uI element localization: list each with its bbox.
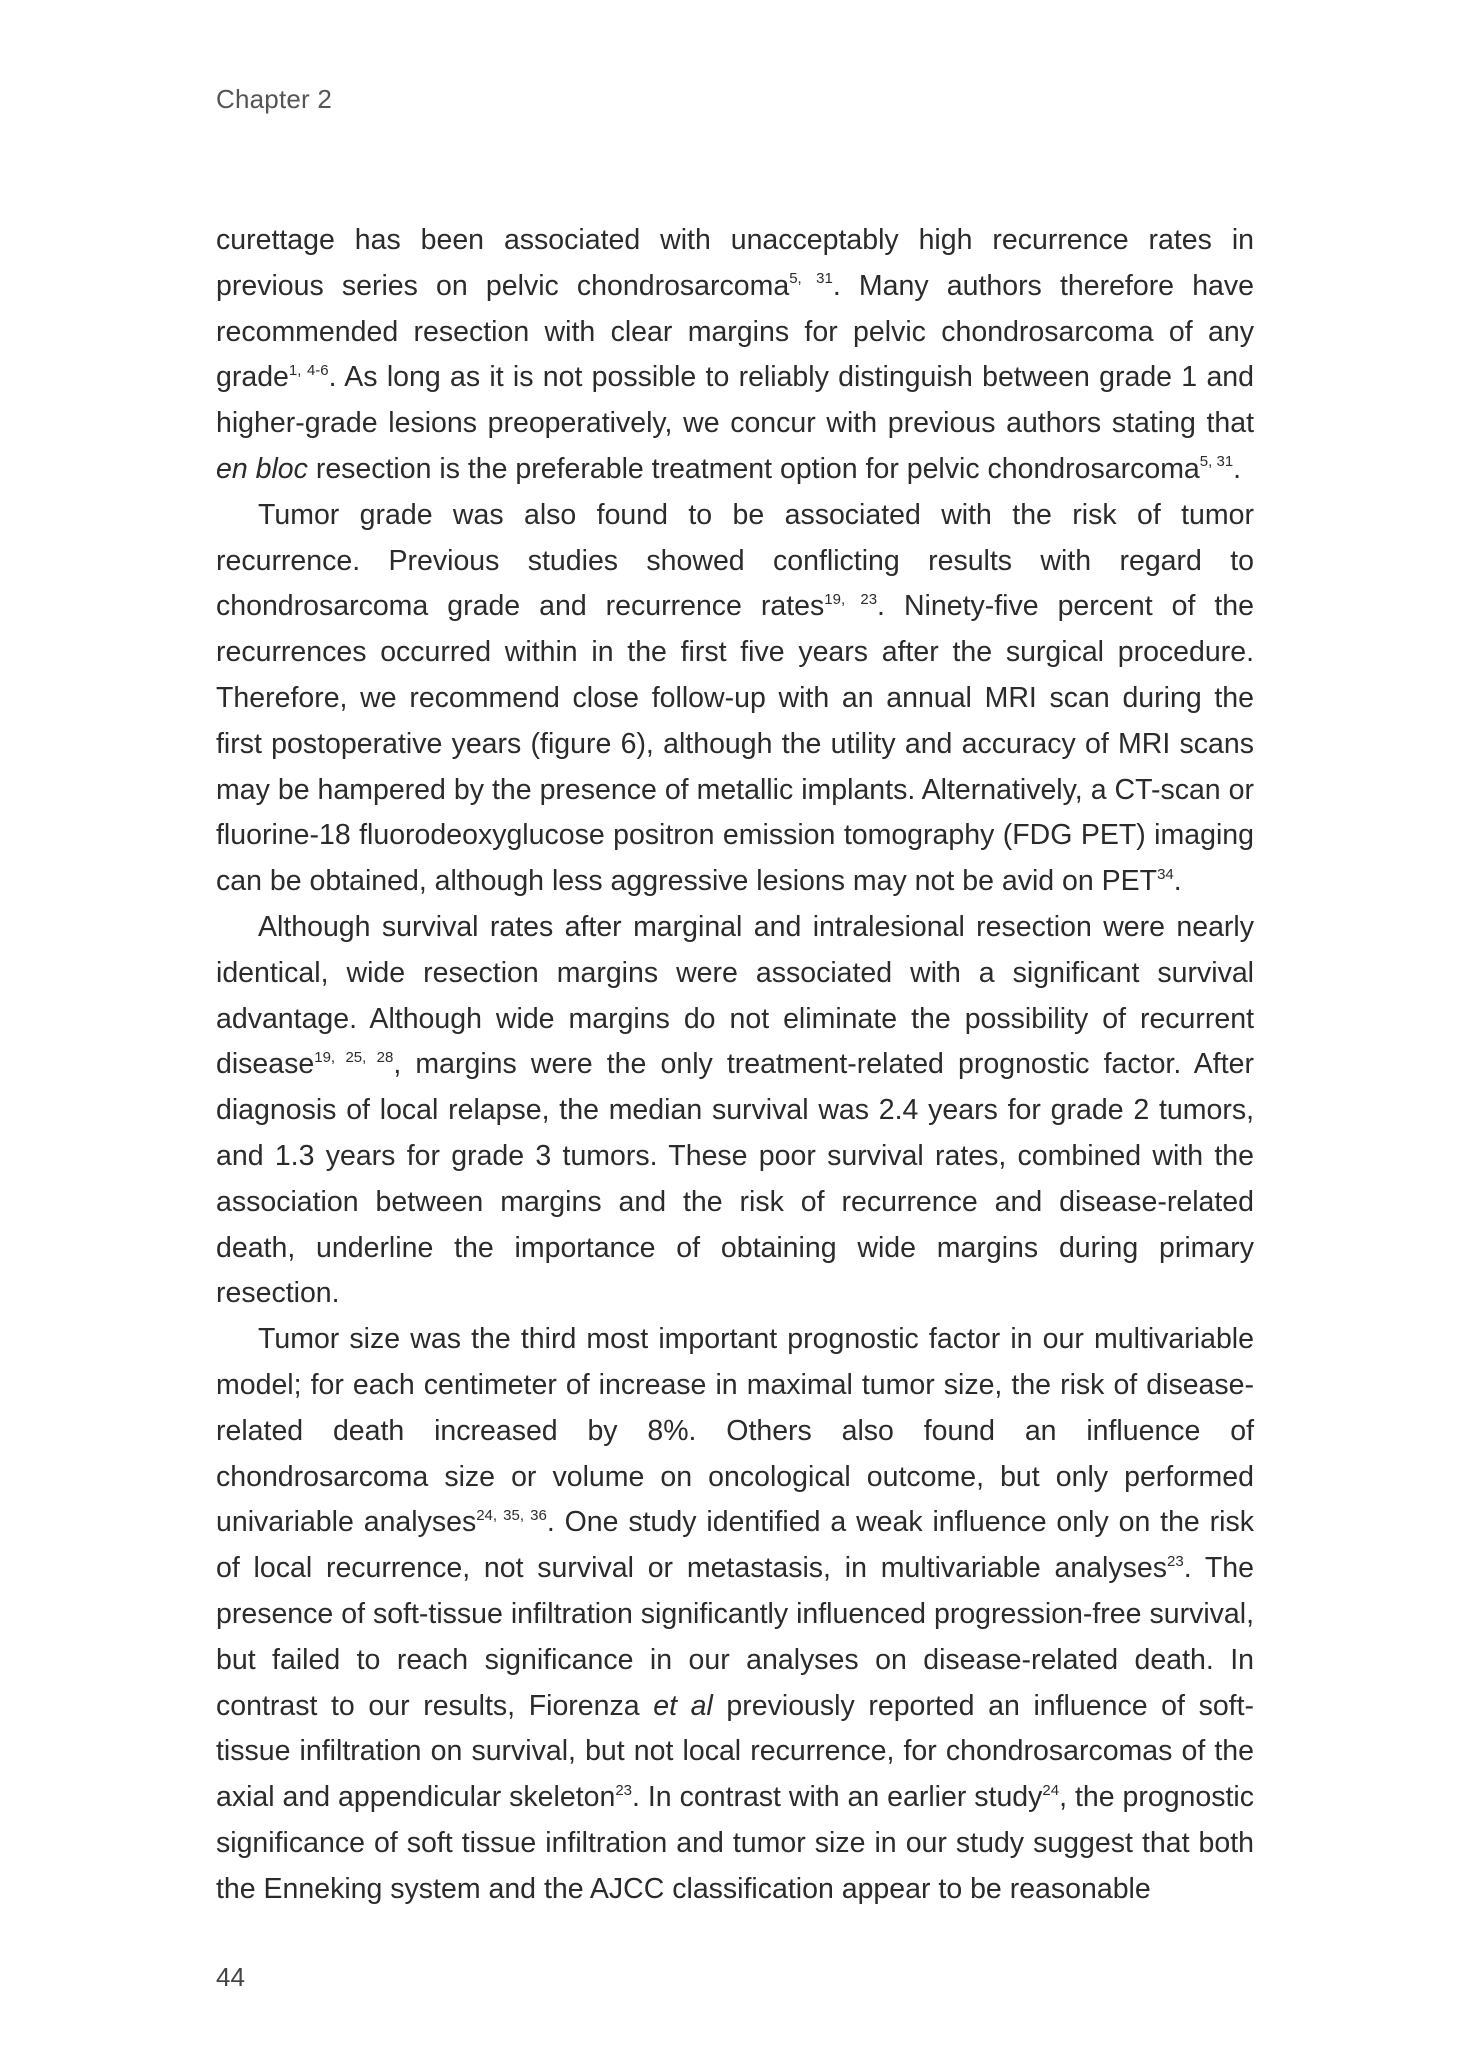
text-run: Tumor grade was also found to be associated with the risk of tumor recurrence. Previous studies showed conflicting results with regard to chondrosarcoma grade and recurrence rates (216, 498, 1254, 623)
citation-ref: 23 (615, 1781, 633, 1799)
text-run: . The presence of soft-tissue infiltration significantly influenced progression-free survival, but failed to reach significance in our analyses on disease-related death. In contrast to our results, Fiorenza (216, 1552, 1254, 1722)
italic-text: et al (653, 1689, 713, 1722)
text-run: . Ninety-five percent of the recurrences occurred within in the first five years after the surgical procedure. Therefore, we recommend close follow-up with an annual MRI scan during the first postoperative years (figure 6), although the utility and accuracy of MRI scans may be hampered by the presence of metallic implants. Alternatively, a CT-scan or fluorine-18 fluorodeoxyglucose positron emission tomography (FDG PET) imaging can be obtained, although less aggressive lesions may not be avid on PET (216, 590, 1254, 898)
text-run: curettage has been associated with unacceptably high recurrence rates in previous series on pelvic chondrosarcoma (216, 224, 1254, 302)
citation-ref: 5, 31 (789, 270, 833, 288)
citation-ref: 24, 35, 36 (476, 1506, 547, 1524)
text-run: . (1233, 452, 1242, 485)
paragraph-1 (216, 218, 1254, 493)
citation-ref: 19, 25, 28 (314, 1048, 394, 1066)
citation-ref: 23 (1167, 1552, 1184, 1570)
paragraph-2 (216, 493, 1254, 905)
running-head: Chapter 2 (216, 84, 332, 114)
text-run: previously reported an influence of soft-tissue infiltration on survival, but not local recurrence, for chondrosarcomas of the axial and appendicular skeleton (216, 1689, 1254, 1814)
citation-ref: 1, 4-6 (288, 361, 329, 379)
citation-ref: 5, 31 (1199, 453, 1234, 471)
page-number: 44 (216, 1962, 245, 1992)
citation-ref: 19, 23 (824, 590, 878, 608)
text-run: . One study identified a weak influence only on the risk of local recurrence, not survival or metastasis, in multivariable analyses (216, 1506, 1254, 1585)
paragraph-4 (216, 1317, 1254, 1912)
text-run: . In contrast with an earlier study (632, 1781, 1043, 1814)
text-run: , the prognostic significance of soft tissue infiltration and tumor size in our study suggest that both the Enneking system and the AJCC classification appear to be reasonable (216, 1781, 1254, 1905)
text-run: . As long as it is not possible to reliably distinguish between grade 1 and higher-grade lesions preoperatively, we concur with previous authors stating that (216, 361, 1254, 440)
text-run: resection is the preferable treatment option for pelvic chondrosarcoma (307, 452, 1200, 485)
body-text (216, 218, 1254, 1912)
text-run: , margins were the only treatment-related prognostic factor. After diagnosis of local relapse, the median survival was 2.4 years for grade 2 tumors, and 1.3 years for grade 3 tumors. These poor survival rates, combined with the association between margins and the risk of recurrence and disease-related death, underline the importance of obtaining wide margins during primary resection. (216, 1048, 1254, 1310)
citation-ref: 34 (1157, 865, 1174, 883)
citation-ref: 24 (1042, 1781, 1060, 1799)
text-run: Although survival rates after marginal and intralesional resection were nearly identical, wide resection margins were associated with a significant survival advantage. Although wide margins do not eliminate the possibility of recurrent disease (216, 910, 1254, 1081)
paragraph-3 (216, 905, 1254, 1317)
italic-text: en bloc (216, 452, 308, 485)
text-run: . Many authors therefore have recommended resection with clear margins for pelvic chondrosarcoma of any grade (216, 269, 1254, 394)
text-run: Tumor size was the third most important prognostic factor in our multivariable model; for each centimeter of increase in maximal tumor size, the risk of disease-related death increased by 8%. Others also found an influence of chondrosarcoma size or volume on oncological outcome, but only performed univariable analyses (216, 1323, 1254, 1539)
text-run: . (1173, 865, 1182, 898)
